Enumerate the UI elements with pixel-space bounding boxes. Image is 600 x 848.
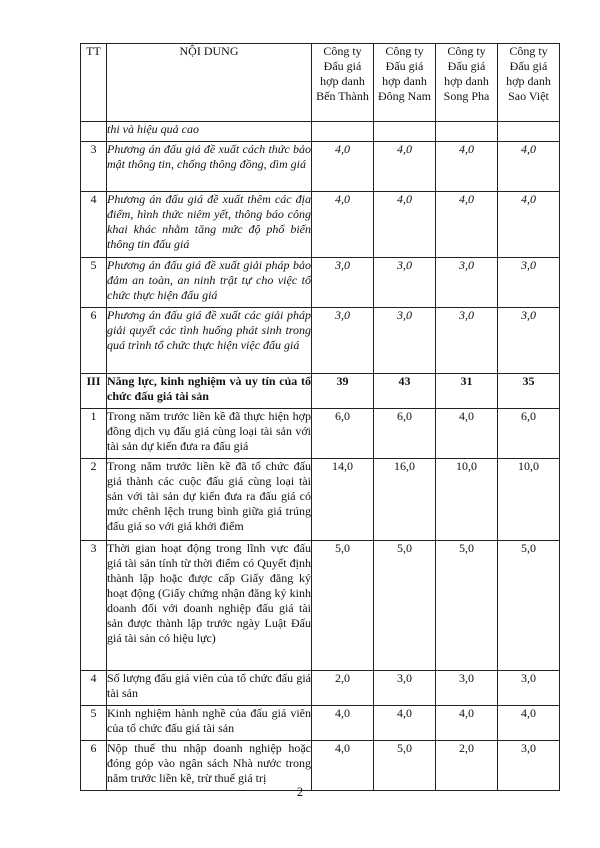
- score-cell: 5,0: [312, 541, 374, 671]
- row-content: Trong năm trước liền kề đã thực hiện hợp đồng dịch vụ đấu giá cùng loại tài sản với tài sản dự kiến đưa ra đấu giá: [107, 409, 312, 459]
- table-row: [81, 122, 560, 142]
- score-cell: 3,0: [436, 258, 498, 308]
- row-content: Kinh nghiệm hành nghề của đấu giá viên của tổ chức đấu giá tài sản: [107, 706, 312, 741]
- table-row: [81, 258, 560, 308]
- score-cell: 3,0: [436, 671, 498, 706]
- row-number: 6: [81, 741, 107, 791]
- score-cell: 4,0: [498, 192, 560, 258]
- header-line: Đấu giá: [385, 59, 424, 73]
- score-cell: 2,0: [436, 741, 498, 791]
- section-title: Năng lực, kinh nghiệm và uy tín của tổ chức đấu giá tài sản: [107, 374, 312, 409]
- row-number: 4: [81, 192, 107, 258]
- row-content: Nộp thuế thu nhập doanh nghiệp hoặc đóng góp vào ngân sách Nhà nước trong năm trước liền kề, trừ thuế giá trị: [107, 741, 312, 791]
- header-company-sao-viet: [498, 44, 560, 122]
- score-cell: 3,0: [498, 258, 560, 308]
- header-company-dong-nam: [374, 44, 436, 122]
- section-total: 39: [312, 374, 374, 409]
- row-number: 5: [81, 258, 107, 308]
- row-number: [81, 122, 107, 142]
- section-total: 31: [436, 374, 498, 409]
- score-cell: 4,0: [312, 192, 374, 258]
- score-cell: 10,0: [436, 459, 498, 541]
- row-content: Phương án đấu giá đề xuất các giải pháp giải quyết các tình huống phát sinh trong quá trình tổ chức thực hiện việc đấu giá: [107, 308, 312, 374]
- row-content: Phương án đấu giá đề xuất giải pháp bảo đảm an toàn, an ninh trật tự cho việc tổ chức thực hiện đấu giá: [107, 258, 312, 308]
- header-line: hợp danh: [506, 74, 551, 88]
- header-line: Đấu giá: [447, 59, 486, 73]
- table-row: [81, 459, 560, 541]
- row-number: 1: [81, 409, 107, 459]
- section-total: 43: [374, 374, 436, 409]
- score-cell: 6,0: [498, 409, 560, 459]
- header-content: NỘI DUNG: [107, 44, 312, 122]
- score-cell: 3,0: [374, 308, 436, 374]
- table-row: [81, 409, 560, 459]
- section-total: 35: [498, 374, 560, 409]
- row-content: thi và hiệu quả cao: [107, 122, 312, 142]
- score-cell: 5,0: [374, 541, 436, 671]
- score-cell: 4,0: [374, 192, 436, 258]
- row-number: 6: [81, 308, 107, 374]
- header-company-ben-thanh: [312, 44, 374, 122]
- table-row: [81, 671, 560, 706]
- row-number: 3: [81, 142, 107, 192]
- row-content: Phương án đấu giá đề xuất thêm các địa điểm, hình thức niêm yết, thông báo công khai khác nhằm tăng mức độ phổ biến thông tin đấu giá: [107, 192, 312, 258]
- header-line: Sao Việt: [508, 89, 549, 103]
- score-cell: 4,0: [436, 192, 498, 258]
- score-cell: 6,0: [312, 409, 374, 459]
- header-row: [81, 44, 560, 122]
- score-table: [80, 43, 560, 791]
- score-cell: 3,0: [498, 308, 560, 374]
- row-content: Thời gian hoạt động trong lĩnh vực đấu giá tài sản tính từ thời điểm có Quyết định thành lập hoặc được cấp Giấy đăng ký hoạt động (Giấy chứng nhận đăng ký kinh doanh đối với doanh nghiệp đấu giá tài sản được thành lập trước ngày Luật Đấu giá tài sản có hiệu lực): [107, 541, 312, 671]
- header-line: Công ty: [447, 44, 486, 58]
- score-cell: 4,0: [374, 142, 436, 192]
- score-cell: 3,0: [498, 671, 560, 706]
- score-cell: 10,0: [498, 459, 560, 541]
- row-number: 4: [81, 671, 107, 706]
- header-line: Công ty: [385, 44, 424, 58]
- score-cell: 4,0: [436, 706, 498, 741]
- score-cell: 14,0: [312, 459, 374, 541]
- row-content: Số lượng đấu giá viên của tổ chức đấu giá tài sản: [107, 671, 312, 706]
- header-line: Công ty: [509, 44, 548, 58]
- score-cell: 4,0: [436, 409, 498, 459]
- header-line: hợp danh: [382, 74, 427, 88]
- score-cell: 3,0: [374, 258, 436, 308]
- table-row: [81, 308, 560, 374]
- table-row: [81, 706, 560, 741]
- score-cell: 3,0: [374, 671, 436, 706]
- header-line: Bến Thành: [316, 89, 369, 103]
- table-row: [81, 142, 560, 192]
- score-cell: 5,0: [436, 541, 498, 671]
- row-number: 3: [81, 541, 107, 671]
- row-content: Trong năm trước liền kề đã tổ chức đấu giá thành các cuộc đấu giá cùng loại tài sản với tài sản dự kiến đưa ra đấu giá có mức chênh lệch trung bình giữa giá trúng đấu giá so với giá khởi điểm: [107, 459, 312, 541]
- header-line: Công ty: [323, 44, 362, 58]
- row-number: 2: [81, 459, 107, 541]
- score-cell: 4,0: [498, 706, 560, 741]
- score-cell: [312, 122, 374, 142]
- score-cell: 4,0: [312, 741, 374, 791]
- table-row: [81, 192, 560, 258]
- header-line: hợp danh Song Pha: [443, 74, 490, 103]
- header-line: hợp danh: [320, 74, 365, 88]
- section-row: [81, 374, 560, 409]
- header-tt: TT: [81, 44, 107, 122]
- score-cell: 3,0: [312, 258, 374, 308]
- score-cell: [436, 122, 498, 142]
- score-cell: 6,0: [374, 409, 436, 459]
- score-cell: 3,0: [312, 308, 374, 374]
- header-line: Đấu giá: [509, 59, 548, 73]
- header-line: Đấu giá: [323, 59, 362, 73]
- row-content: Phương án đấu giá đề xuất cách thức bảo mật thông tin, chống thông đồng, dìm giá: [107, 142, 312, 192]
- score-cell: 4,0: [312, 142, 374, 192]
- score-cell: 5,0: [498, 541, 560, 671]
- score-cell: 5,0: [374, 741, 436, 791]
- page-number: 2: [296, 785, 304, 799]
- score-cell: 2,0: [312, 671, 374, 706]
- header-line: Đông Nam: [378, 89, 431, 103]
- score-cell: 3,0: [436, 308, 498, 374]
- score-cell: [498, 122, 560, 142]
- score-cell: 3,0: [498, 741, 560, 791]
- score-cell: 4,0: [312, 706, 374, 741]
- score-cell: 4,0: [436, 142, 498, 192]
- score-cell: 4,0: [498, 142, 560, 192]
- score-cell: [374, 122, 436, 142]
- table-row: [81, 541, 560, 671]
- table-row: [81, 741, 560, 791]
- section-number: III: [81, 374, 107, 409]
- row-number: 5: [81, 706, 107, 741]
- header-company-song-pha: [436, 44, 498, 122]
- score-cell: 4,0: [374, 706, 436, 741]
- score-cell: 16,0: [374, 459, 436, 541]
